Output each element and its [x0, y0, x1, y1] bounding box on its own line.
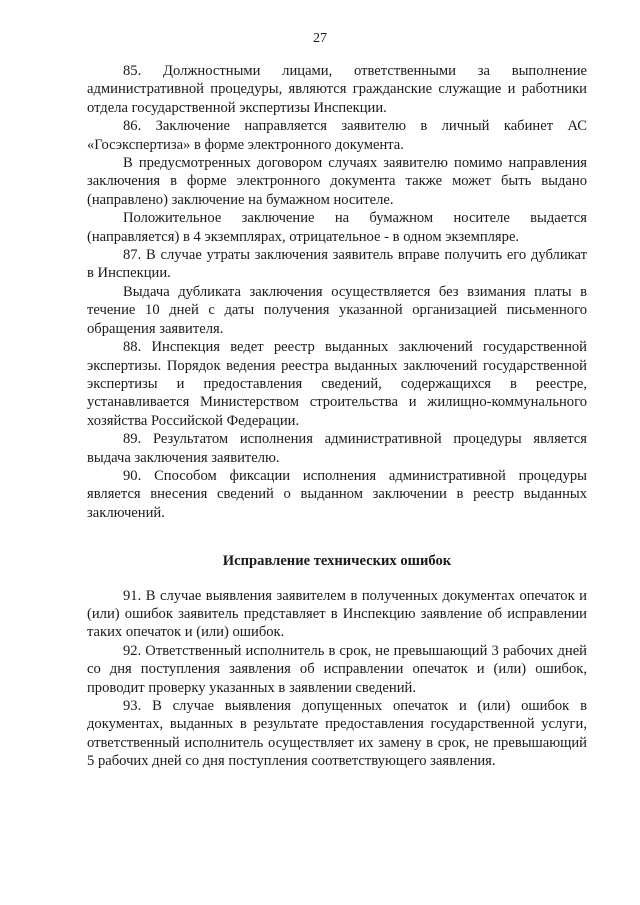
document-body [87, 62, 587, 771]
paragraph-86-copies: Положительное заключение на бумажном носителе выдается (направляется) в 4 экземплярах, отрицательное - в одном экземпляре. [87, 210, 587, 245]
paragraph-90: 90. Способом фиксации исполнения административной процедуры является внесения сведений о выданном заключении в реестр выданных заключений. [87, 467, 587, 521]
paragraph-86-paper: В предусмотренных договором случаях заявителю помимо направления заключения в форме электронного документа также может быть выдано (направлено) заключение на бумажном носителе. [87, 155, 587, 208]
paragraph-92: 92. Ответственный исполнитель в срок, не превышающий 3 рабочих дней со дня поступления заявления об исправлении опечаток и (или) ошибок, проводит проверку указанных в заявлении сведений. [87, 642, 587, 696]
page-number: 27 [313, 31, 327, 46]
paragraph-93: 93. В случае выявления допущенных опечаток и (или) ошибок в документах, выданных в результате предоставления государственной услуги, ответственный исполнитель осуществляет их замену в срок, не превышающий 5 рабочих дней со дня поступления соответствующего заявления. [87, 698, 587, 770]
paragraph-85: 85. Должностными лицами, ответственными за выполнение административной процедуры, являются гражданские служащие и работники отдела государственной экспертизы Инспекции. [87, 63, 587, 116]
paragraph-89: 89. Результатом исполнения административной процедуры является выдача заключения заявителю. [87, 431, 587, 466]
paragraph-91: 91. В случае выявления заявителем в полученных документах опечаток и (или) ошибок заявитель представляет в Инспекцию заявление об исправлении таких опечаток и (или) ошибок. [87, 587, 587, 641]
paragraph-86: 86. Заключение направляется заявителю в личный кабинет АС «Госэкспертиза» в форме электронного документа. [87, 118, 587, 153]
section-heading: Исправление технических ошибок [222, 553, 452, 570]
paragraph-88: 88. Инспекция ведет реестр выданных заключений государственной экспертизы. Порядок ведения реестра выданных заключений государственной экспертизы и предоставления сведений, содержащихся в реестре, устанавливается Министерством строительства и жилищно-коммунального хозяйства Российской Федерации. [87, 339, 587, 429]
paragraph-87: 87. В случае утраты заключения заявитель вправе получить его дубликат в Инспекции. [87, 247, 587, 282]
paragraph-87-duplicate: Выдача дубликата заключения осуществляется без взимания платы в течение 10 дней с даты получения указанной организацией письменного обращения заявителя. [87, 283, 587, 337]
